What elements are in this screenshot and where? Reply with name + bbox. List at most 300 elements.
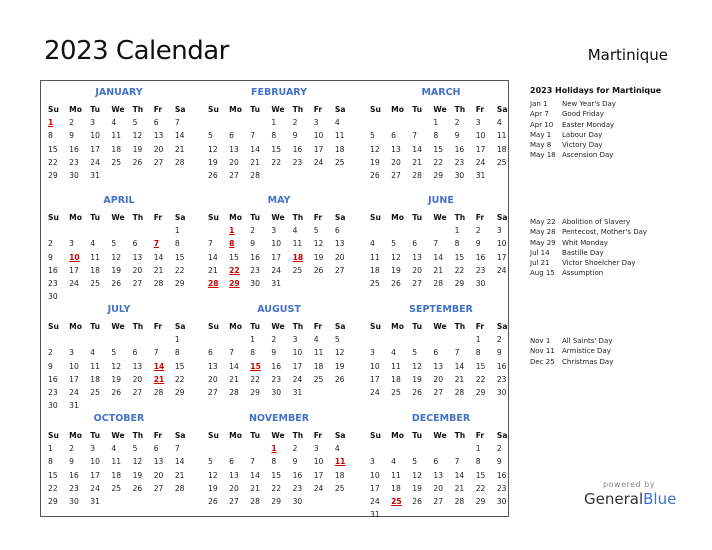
day-cell: 9 [475,239,481,249]
empty-cell [205,333,226,346]
day-cell: 7 [174,444,180,454]
day-cell: 6 [153,444,159,454]
day-cell: 25 [111,157,122,167]
day-cell: 12 [132,131,143,141]
day-cell: 4 [292,226,298,236]
day-cell: 28 [454,497,465,507]
weekday-header: Sa [174,322,186,332]
day-cell: 17 [496,252,507,262]
holiday-row [530,248,680,258]
month-march [367,83,515,191]
week-row [367,360,515,373]
weekday-header: Su [208,105,219,115]
holiday-row [530,268,680,278]
weekday-header: Th [454,105,466,115]
day-cell: 21 [208,265,218,275]
holiday-day-cell: 29 [229,279,240,289]
holiday-day-cell: 28 [208,279,219,289]
weekday-header: Fr [313,213,323,223]
brand-name-part2: Blue [643,490,677,508]
day-cell: 25 [334,483,345,493]
empty-cell [494,508,515,521]
day-cell: 1 [475,444,481,454]
weekday-header: Mo [229,213,242,223]
day-cell: 26 [132,157,143,167]
day-cell: 18 [90,374,100,384]
day-cell: 17 [90,470,100,480]
week-row [205,116,353,129]
day-cell: 21 [229,374,239,384]
weekday-header: We [111,105,125,115]
day-cell: 20 [153,144,164,154]
week-row [45,442,193,455]
day-cell: 31 [69,401,79,411]
weekday-header: Su [48,322,59,332]
day-cell: 19 [412,483,422,493]
holiday-date: May 18 [530,151,556,160]
month-december [367,409,515,520]
day-cell: 19 [412,374,422,384]
day-cell: 12 [391,252,401,262]
weekday-header: We [271,105,285,115]
month-name: MAY [267,195,291,206]
day-cell: 8 [271,457,277,467]
day-cell: 21 [153,265,164,275]
weekday-header: Tu [90,431,101,441]
day-cell: 15 [48,470,58,480]
day-cell: 7 [208,239,213,249]
day-cell: 9 [292,457,298,467]
day-cell: 18 [111,470,122,480]
day-cell: 27 [208,388,218,398]
day-cell: 11 [90,361,100,371]
empty-cell [367,333,388,346]
weekday-header: We [111,431,125,441]
empty-cell [452,442,473,455]
empty-cell [430,442,451,455]
holiday-name: Bastille Day [562,248,604,257]
holiday-row [530,109,680,119]
day-cell: 22 [271,157,282,167]
day-cell: 27 [229,171,239,181]
holiday-day-cell: 10 [69,252,80,262]
day-cell: 20 [132,265,143,275]
day-cell: 24 [90,483,100,493]
month-november [205,409,353,517]
holiday-date: Nov 1 [530,337,551,345]
day-cell: 6 [334,226,340,236]
day-cell: 26 [111,388,122,398]
day-cell: 17 [69,265,79,275]
day-cell: 30 [48,401,58,411]
holiday-date: Nov 11 [530,347,555,356]
day-cell: 21 [433,265,444,275]
day-cell: 11 [90,252,100,262]
month-name: JANUARY [95,87,143,98]
day-cell: 28 [174,157,185,167]
day-cell: 22 [271,483,282,493]
holiday-name: Victor Shoelcher Day [562,259,636,268]
day-cell: 3 [370,457,375,467]
day-cell: 27 [412,279,422,289]
day-cell: 10 [292,348,303,358]
day-cell: 20 [412,265,422,275]
day-cell: 22 [433,157,444,167]
day-cell: 2 [454,118,460,128]
day-cell: 25 [313,374,324,384]
week-row [205,346,353,359]
day-cell: 16 [48,374,58,384]
empty-cell [409,224,430,237]
empty-cell [367,442,388,455]
weekday-header: Tu [250,213,261,223]
weekday-header: Mo [391,105,404,115]
weekday-header: Su [208,431,219,441]
month-grid [205,320,353,399]
empty-cell [66,333,87,346]
day-cell: 7 [250,457,256,467]
empty-cell [247,116,268,129]
holiday-name: Good Friday [562,110,604,119]
week-row [367,129,515,142]
weekday-header: Tu [90,322,101,332]
week-row [205,169,353,182]
month-grid [367,103,515,182]
day-cell: 17 [90,144,100,154]
day-cell: 22 [475,483,486,493]
empty-cell [226,333,247,346]
day-cell: 8 [433,131,439,141]
holiday-date: Aug 15 [530,269,555,278]
day-cell: 24 [271,265,282,275]
day-cell: 25 [334,157,345,167]
day-cell: 29 [475,388,486,398]
day-cell: 8 [475,457,481,467]
day-cell: 8 [174,239,180,249]
day-cell: 2 [48,239,53,249]
day-cell: 5 [111,348,117,358]
powered-by-text: powered by [603,480,655,489]
day-cell: 28 [250,497,260,507]
day-cell: 16 [69,470,79,480]
empty-cell [332,386,353,399]
weekday-header: Fr [313,105,323,115]
month-february [205,83,353,191]
day-cell: 16 [292,470,303,480]
day-cell: 5 [111,239,117,249]
day-cell: 30 [69,497,79,507]
week-row [367,116,515,129]
day-cell: 13 [334,239,345,249]
day-cell: 21 [174,144,185,154]
day-cell: 29 [271,497,282,507]
holiday-day-cell: 21 [153,374,165,384]
day-cell: 23 [271,374,282,384]
day-cell: 8 [48,457,53,467]
day-cell: 11 [370,252,380,262]
weekday-header: Su [208,322,219,332]
holiday-row [530,258,680,268]
weekday-header: Sa [496,322,508,332]
weekday-header: Sa [174,105,186,115]
day-cell: 3 [292,335,298,345]
day-cell: 18 [391,374,401,384]
day-cell: 2 [69,118,74,128]
day-cell: 6 [229,131,234,141]
day-cell: 2 [69,444,74,454]
weekday-header: Th [132,213,144,223]
day-cell: 30 [475,279,486,289]
day-cell: 2 [475,226,481,236]
month-august [205,300,353,408]
day-cell: 24 [292,374,303,384]
weekday-header: Mo [391,213,404,223]
day-cell: 14 [174,457,185,467]
day-cell: 4 [391,457,396,467]
month-name: DECEMBER [411,413,471,424]
brand-name-part1: General [584,490,644,508]
day-cell: 3 [313,444,319,454]
week-row [367,169,515,182]
holiday-day-cell: 8 [229,239,235,249]
day-cell: 28 [153,279,164,289]
day-cell: 17 [271,252,282,262]
day-cell: 20 [132,374,143,384]
empty-cell [205,224,226,237]
day-cell: 12 [208,470,218,480]
week-row [367,143,515,156]
day-cell: 11 [334,131,345,141]
day-cell: 29 [475,497,486,507]
day-cell: 25 [90,279,100,289]
week-row [367,455,515,468]
day-cell: 12 [132,457,143,467]
week-row [45,116,193,129]
weekday-header: Sa [496,213,508,223]
day-cell: 11 [391,361,401,371]
day-cell: 10 [370,361,380,371]
weekday-header: Mo [391,322,404,332]
month-name: JULY [107,304,131,315]
empty-cell [290,169,311,182]
weekday-header: Mo [229,105,242,115]
day-cell: 25 [292,265,303,275]
day-cell: 5 [334,335,340,345]
day-cell: 22 [250,374,260,384]
weekday-header: Fr [313,431,323,441]
week-row [367,277,515,290]
day-cell: 23 [475,265,486,275]
week-row [367,442,515,455]
day-cell: 15 [271,144,282,154]
weekday-header: Mo [229,322,242,332]
holiday-row [530,357,680,367]
day-cell: 19 [208,483,218,493]
day-cell: 23 [454,157,465,167]
day-cell: 14 [229,361,239,371]
day-cell: 13 [391,144,401,154]
day-cell: 1 [250,335,256,345]
day-cell: 8 [174,348,180,358]
week-row [45,360,193,373]
empty-cell [108,224,129,237]
day-cell: 26 [208,171,218,181]
day-cell: 26 [334,374,345,384]
brand-name [584,490,677,508]
holiday-name: Pentecost, Mother's Day [562,228,648,237]
weekday-header: Fr [475,213,485,223]
empty-cell [151,224,172,237]
empty-cell [130,495,151,508]
day-cell: 9 [48,361,53,371]
empty-cell [388,333,409,346]
day-cell: 27 [229,497,239,507]
day-cell: 12 [334,348,345,358]
day-cell: 15 [454,252,465,262]
holiday-name: Whit Monday [562,238,608,247]
week-row [367,346,515,359]
month-grid [45,320,193,412]
week-row [45,251,193,264]
day-cell: 12 [412,361,422,371]
empty-cell [87,333,108,346]
day-cell: 23 [250,265,260,275]
weekday-header: Mo [69,105,82,115]
day-cell: 18 [111,144,122,154]
weekday-header: Th [132,322,144,332]
month-name: MARCH [421,87,461,98]
day-cell: 22 [174,265,185,275]
empty-cell [45,224,66,237]
weekday-header: Fr [475,322,485,332]
day-cell: 27 [132,388,143,398]
day-cell: 4 [90,348,96,358]
holiday-day-cell: 14 [153,361,165,371]
day-cell: 6 [208,348,213,358]
holiday-name: Easter Monday [562,120,615,129]
empty-cell [226,442,247,455]
week-row [205,442,353,455]
weekday-header: Th [292,431,304,441]
holiday-row [530,140,680,150]
day-cell: 12 [111,361,122,371]
day-cell: 13 [433,361,444,371]
weekday-header: Sa [174,213,186,223]
day-cell: 4 [90,239,96,249]
day-cell: 7 [454,457,460,467]
day-cell: 19 [313,252,324,262]
week-row [205,264,353,277]
holiday-row [530,336,680,346]
day-cell: 4 [313,335,319,345]
day-cell: 7 [250,131,256,141]
day-cell: 26 [391,279,401,289]
empty-cell [332,169,353,182]
day-cell: 11 [496,131,507,141]
day-cell: 10 [475,131,486,141]
week-row [45,469,193,482]
empty-cell [388,442,409,455]
day-cell: 16 [69,144,79,154]
holiday-day-cell: 25 [391,497,402,507]
holiday-date: Apr 10 [530,120,554,129]
empty-cell [311,169,332,182]
holiday-group-3 [530,336,680,367]
day-cell: 6 [412,239,418,249]
week-row [367,237,515,250]
week-row [367,264,515,277]
day-cell: 2 [292,118,298,128]
day-cell: 5 [370,131,375,141]
day-cell: 19 [391,265,401,275]
empty-cell [332,277,353,290]
day-cell: 13 [153,457,164,467]
holiday-row [530,130,680,140]
day-cell: 29 [174,279,185,289]
day-cell: 18 [370,265,380,275]
day-cell: 10 [496,239,507,249]
day-cell: 21 [412,157,422,167]
day-cell: 2 [48,348,53,358]
day-cell: 2 [271,335,277,345]
day-cell: 28 [250,171,260,181]
empty-cell [108,495,129,508]
weekday-header: We [433,431,447,441]
day-cell: 15 [174,252,185,262]
week-row [205,482,353,495]
empty-cell [108,169,129,182]
day-cell: 11 [111,131,122,141]
day-cell: 17 [370,374,380,384]
week-row [205,373,353,386]
day-cell: 20 [208,374,218,384]
day-cell: 22 [174,374,185,384]
day-cell: 16 [292,144,303,154]
empty-cell [311,277,332,290]
day-cell: 7 [153,348,159,358]
empty-cell [205,116,226,129]
day-cell: 31 [90,171,100,181]
weekday-header: Mo [69,431,82,441]
day-cell: 27 [433,388,444,398]
day-cell: 27 [391,171,401,181]
day-cell: 18 [334,144,345,154]
month-october [45,409,193,517]
week-row [45,482,193,495]
holiday-row [530,120,680,130]
weekday-header: Fr [153,431,163,441]
day-cell: 11 [292,239,303,249]
weekday-header: Tu [250,322,261,332]
day-cell: 5 [313,226,319,236]
holiday-day-cell: 1 [48,118,54,128]
month-name: APRIL [103,195,135,206]
holiday-day-cell: 1 [229,226,235,236]
week-row [205,156,353,169]
holiday-name: Armistice Day [562,347,611,356]
month-january [45,83,193,191]
holiday-row [530,227,680,237]
day-cell: 14 [174,131,185,141]
holiday-name: Christmas Day [562,357,614,366]
day-cell: 1 [174,335,180,345]
holiday-day-cell: 11 [334,457,346,467]
day-cell: 17 [313,144,324,154]
day-cell: 30 [454,171,465,181]
holiday-name: Abolition of Slavery [562,218,631,226]
holiday-day-cell: 15 [250,361,261,371]
day-cell: 31 [292,388,303,398]
